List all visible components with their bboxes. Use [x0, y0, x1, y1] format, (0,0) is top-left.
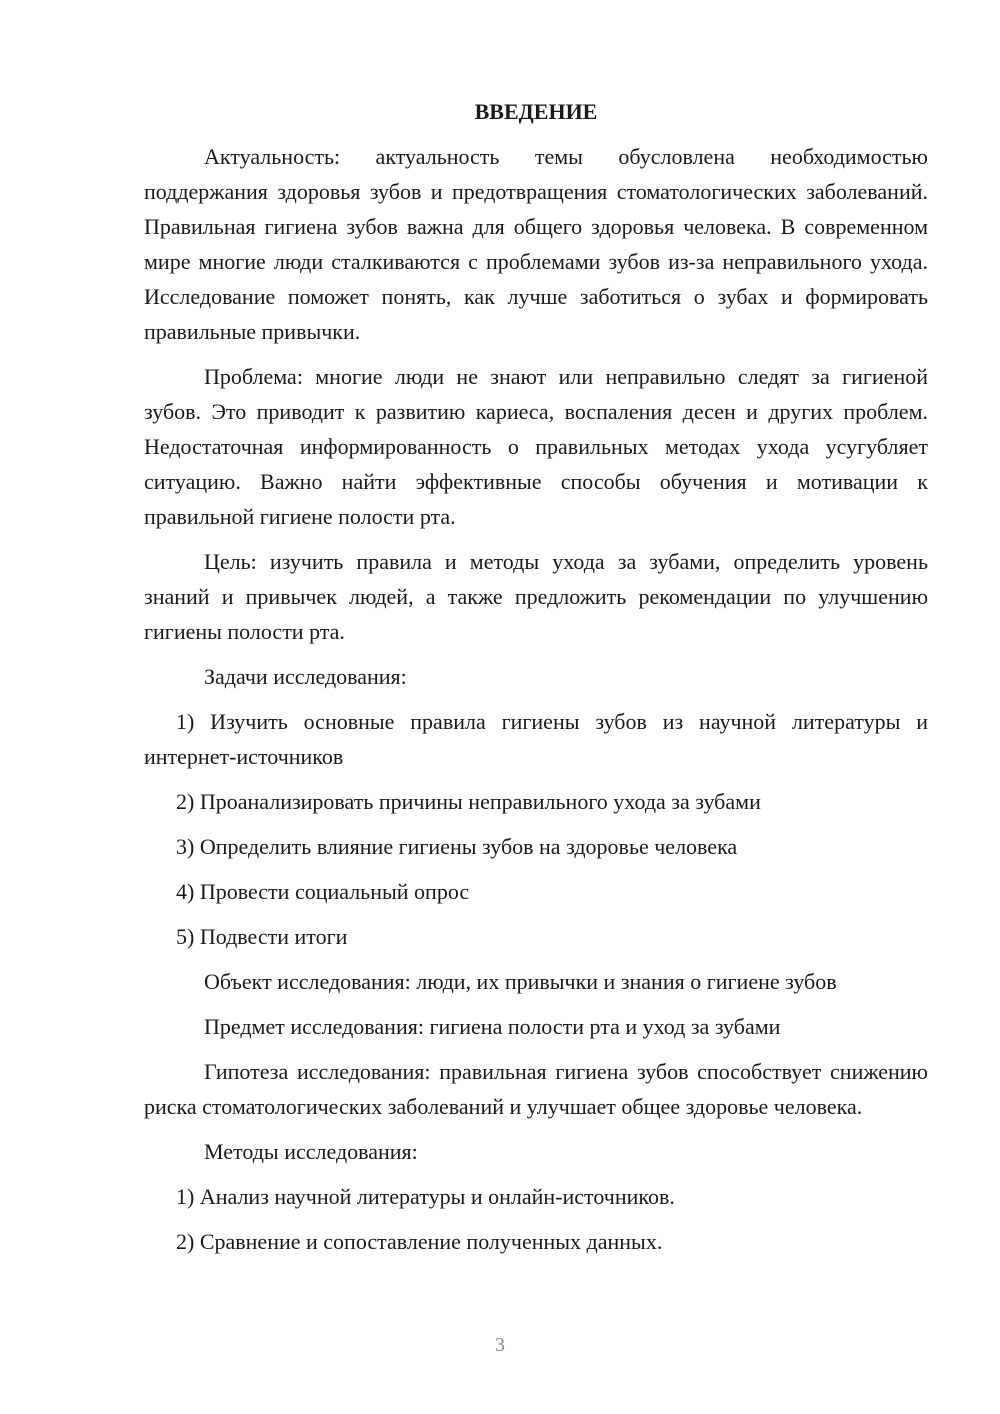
document-page	[144, 94, 928, 1269]
task-item-4: 4) Провести социальный опрос	[176, 879, 470, 904]
method-item-2: 2) Сравнение и сопоставление полученных данных.	[176, 1229, 663, 1254]
task-item-1: 1) Изучить основные правила гигиены зубов из научной литературы и интернет-источников	[144, 709, 928, 769]
goal-paragraph: Цель: изучить правила и методы ухода за зубами, определить уровень знаний и привычек людей, а также предложить рекомендации по улучшению гигиены полости рта.	[144, 549, 928, 644]
task-item-3: 3) Определить влияние гигиены зубов на здоровье человека	[176, 834, 738, 859]
subject-paragraph: Предмет исследования: гигиена полости рта и уход за зубами	[204, 1014, 781, 1039]
page-number: 3	[495, 1334, 505, 1356]
task-item-2: 2) Проанализировать причины неправильного ухода за зубами	[176, 789, 761, 814]
methods-heading: Методы исследования:	[204, 1139, 418, 1164]
tasks-heading: Задачи исследования:	[204, 664, 407, 689]
method-item-1: 1) Анализ научной литературы и онлайн-источников.	[176, 1184, 675, 1209]
section-title: ВВЕДЕНИЕ	[474, 99, 598, 124]
hypothesis-paragraph: Гипотеза исследования: правильная гигиена зубов способствует снижению риска стоматологических заболеваний и улучшает общее здоровье человека.	[144, 1059, 928, 1119]
relevance-paragraph: Актуальность: актуальность темы обусловлена необходимостью поддержания здоровья зубов и предотвращения стоматологических заболеваний. Правильная гигиена зубов важна для общего здоровья человека. В современном мире многие люди сталкиваются с проблемами зубов из-за неправильного ухода. Исследование поможет понять, как лучше заботиться о зубах и формировать правильные привычки.	[144, 144, 928, 344]
task-item-5: 5) Подвести итоги	[176, 924, 348, 949]
problem-paragraph: Проблема: многие люди не знают или неправильно следят за гигиеной зубов. Это приводит к развитию кариеса, воспаления десен и других проблем. Недостаточная информированность о правильных методах ухода усугубляет ситуацию. Важно найти эффективные способы обучения и мотивации к правильной гигиене полости рта.	[144, 364, 928, 529]
object-paragraph: Объект исследования: люди, их привычки и знания о гигиене зубов	[204, 969, 837, 994]
